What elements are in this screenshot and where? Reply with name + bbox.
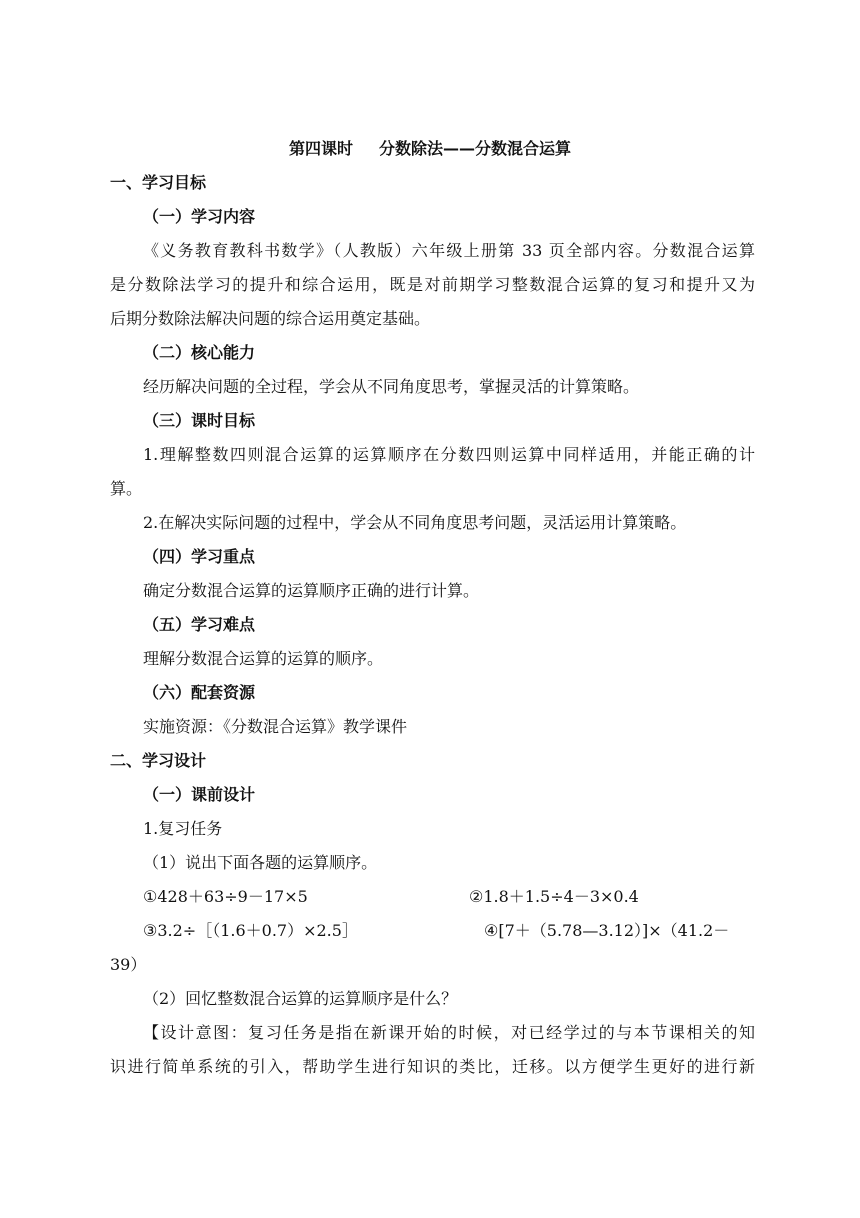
expression-3: ③3.2÷［（1.6＋0.7）×2.5］ <box>143 921 358 940</box>
subheading-difficulties: （五）学习难点 <box>143 615 256 634</box>
resources-text: 实施资源：《分数混合运算》教学课件 <box>143 717 408 736</box>
design-intent-line-2: 识进行简单系统的引入，帮助学生进行知识的类比，迁移。以方便学生更好的进行新 <box>110 1057 755 1076</box>
question-2: （2）回忆整数混合运算的运算顺序是什么？ <box>143 989 458 1008</box>
lesson-number: 第四课时 <box>288 139 353 158</box>
expression-1: ①428＋63÷9－17×5 <box>143 887 308 906</box>
lesson-topic: 分数除法——分数混合运算 <box>379 139 572 158</box>
section-heading-objectives: 一、学习目标 <box>110 173 207 192</box>
design-intent-line-1: 【设计意图：复习任务是指在新课开始的时候，对已经学过的与本节课相关的知 <box>143 1023 755 1042</box>
expression-2: ②1.8＋1.5÷4－3×0.4 <box>469 887 639 906</box>
content-line-3: 后期分数除法解决问题的综合运用奠定基础。 <box>110 309 431 328</box>
subheading-lesson-goals: （三）课时目标 <box>143 411 256 430</box>
core-ability-text: 经历解决问题的全过程，学会从不同角度思考，掌握灵活的计算策略。 <box>143 377 640 396</box>
subheading-resources: （六）配套资源 <box>143 683 256 702</box>
goal-1-line-2: 算。 <box>110 479 143 498</box>
expression-4-line-2: 39） <box>110 955 147 974</box>
section-heading-design: 二、学习设计 <box>110 751 207 770</box>
key-points-text: 确定分数混合运算的运算顺序正确的进行计算。 <box>143 581 480 600</box>
content-line-2: 是分数除法学习的提升和综合运用，既是对前期学习整数混合运算的复习和提升又为 <box>110 275 755 294</box>
goal-1-line-1: 1.理解整数四则混合运算的运算顺序在分数四则运算中同样适用，并能正确的计 <box>143 445 755 464</box>
goal-2: 2.在解决实际问题的过程中，学会从不同角度思考问题，灵活运用计算策略。 <box>143 513 687 532</box>
lesson-title <box>0 138 860 160</box>
question-1: （1）说出下面各题的运算顺序。 <box>143 853 378 872</box>
difficulties-text: 理解分数混合运算的运算的顺序。 <box>143 649 384 668</box>
expression-4-line-1: ④[7＋（5.78—3.12）]×（41.2－ <box>484 921 730 940</box>
subheading-key-points: （四）学习重点 <box>143 547 256 566</box>
subheading-core-ability: （二）核心能力 <box>143 343 256 362</box>
subheading-content: （一）学习内容 <box>143 207 256 226</box>
subheading-pre-class: （一）课前设计 <box>143 785 256 804</box>
review-task: 1.复习任务 <box>143 819 223 838</box>
content-line-1: 《义务教育教科书数学》（人教版）六年级上册第 33 页全部内容。分数混合运算 <box>143 241 755 260</box>
